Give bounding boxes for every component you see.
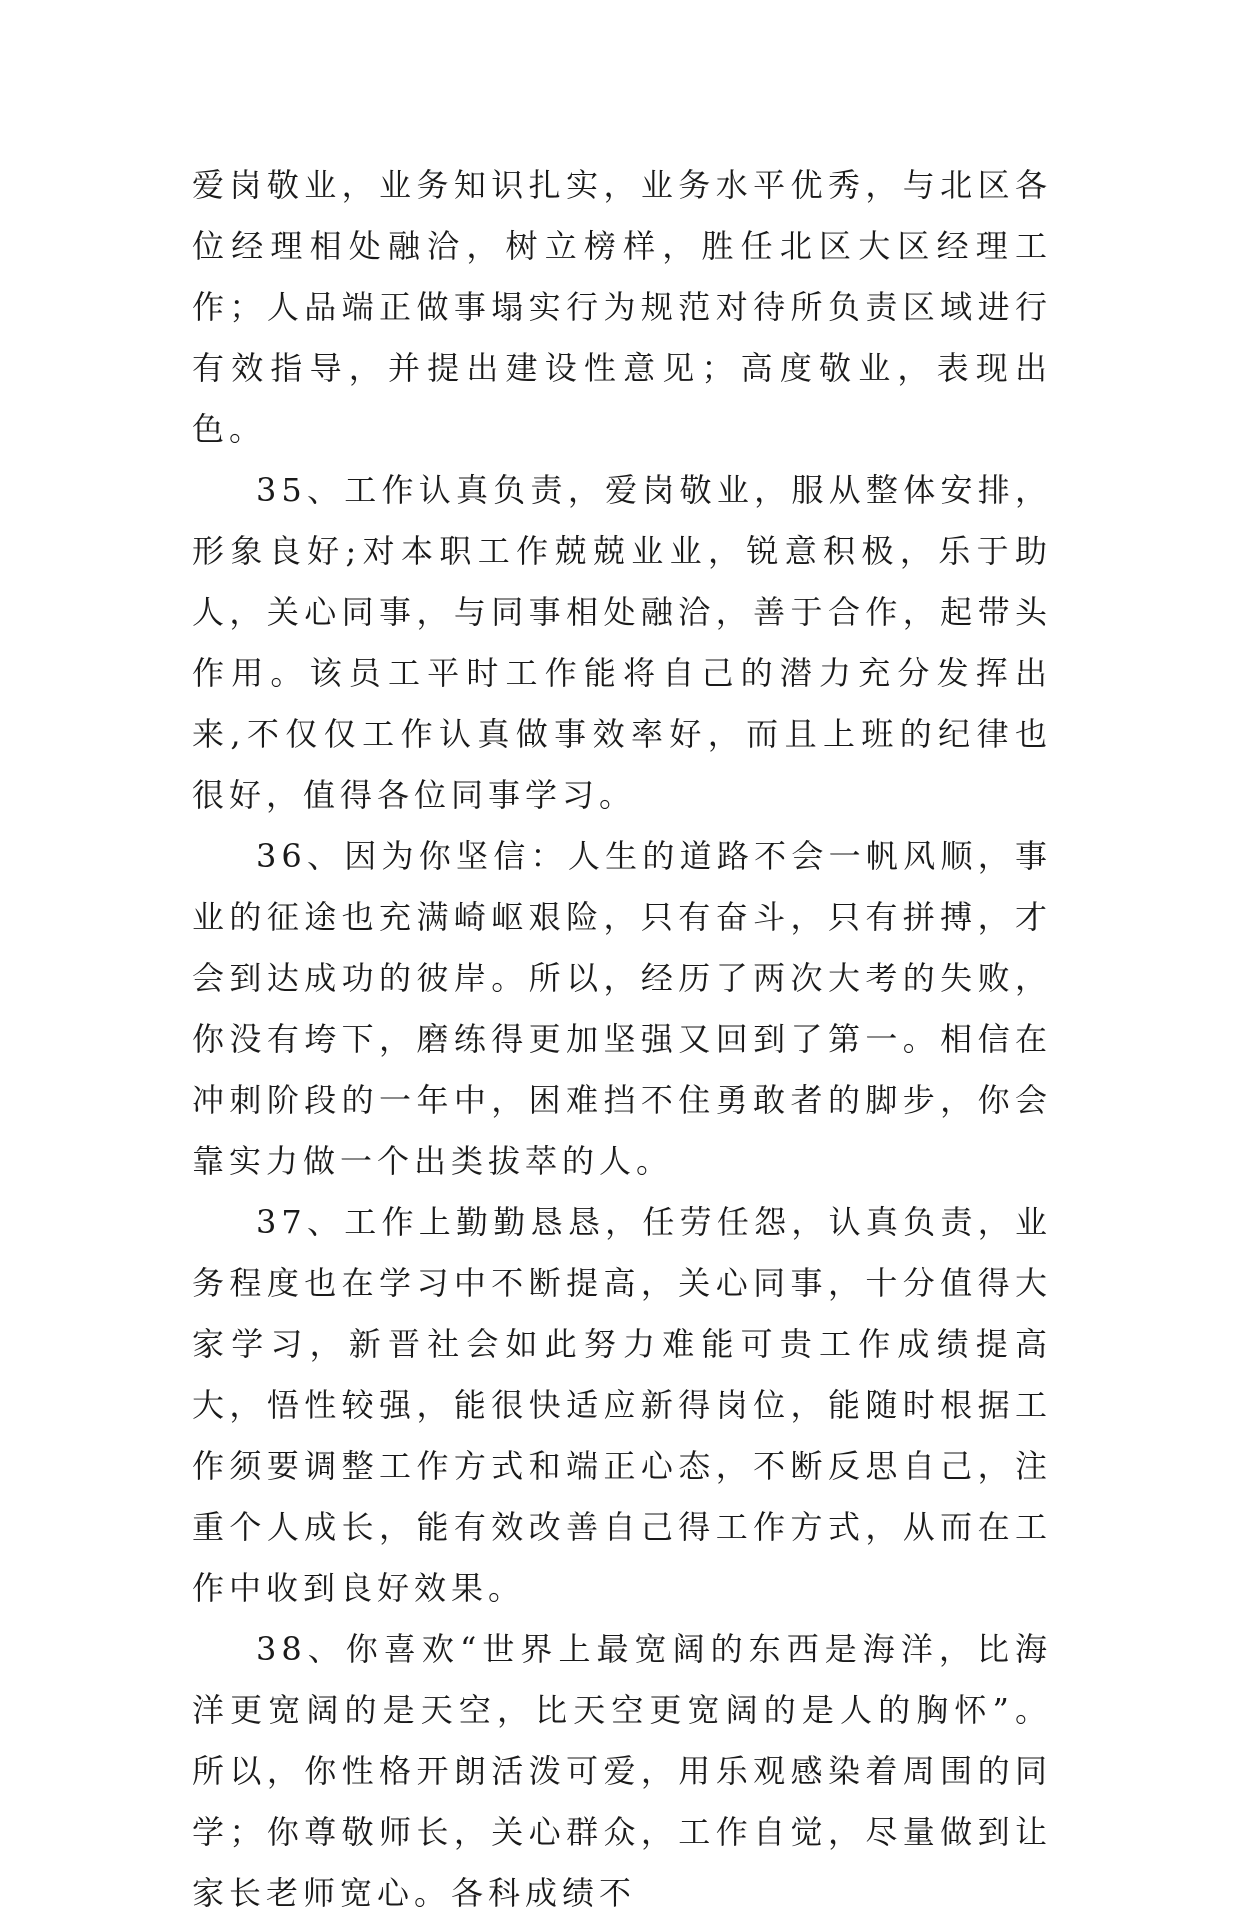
paragraph-38: 38、你喜欢“世界上最宽阔的东西是海洋，比海洋更宽阔的是天空，比天空更宽阔的是人的胸怀”。所以，你性格开朗活泼可爱，用乐观感染着周围的同学；你尊敬师长，关心群众，工作自觉，尽量做到让家长老师宽心。各科成绩不 [192,1630,1052,1912]
document-body [192,155,1052,1924]
paragraph-37: 37、工作上勤勤恳恳，任劳任怨，认真负责，业务程度也在学习中不断提高，关心同事，十分值得大家学习，新晋社会如此努力难能可贵工作成绩提高大，悟性较强，能很快适应新得岗位，能随时根据工作须要调整工作方式和端正心态，不断反思自己，注重个人成长，能有效改善自己得工作方式，从而在工作中收到良好效果。 [192,1203,1052,1607]
paragraph-continuation: 爱岗敬业，业务知识扎实，业务水平优秀，与北区各位经理相处融洽，树立榜样，胜任北区大区经理工作；人品端正做事塌实行为规范对待所负责区域进行有效指导，并提出建设性意见；高度敬业，表现出色。 [192,166,1052,448]
paragraph-35: 35、工作认真负责，爱岗敬业，服从整体安排，形象良好;对本职工作兢兢业业，锐意积极，乐于助人，关心同事，与同事相处融洽，善于合作，起带头作用。该员工平时工作能将自己的潜力充分发挥出来,不仅仅工作认真做事效率好，而且上班的纪律也很好，值得各位同事学习。 [192,471,1052,814]
paragraph-36: 36、因为你坚信：人生的道路不会一帆风顺，事业的征途也充满崎岖艰险，只有奋斗，只有拼搏，才会到达成功的彼岸。所以，经历了两次大考的失败，你没有垮下，磨练得更加坚强又回到了第一。相信在冲刺阶段的一年中，困难挡不住勇敢者的脚步，你会靠实力做一个出类拔萃的人。 [192,837,1052,1180]
